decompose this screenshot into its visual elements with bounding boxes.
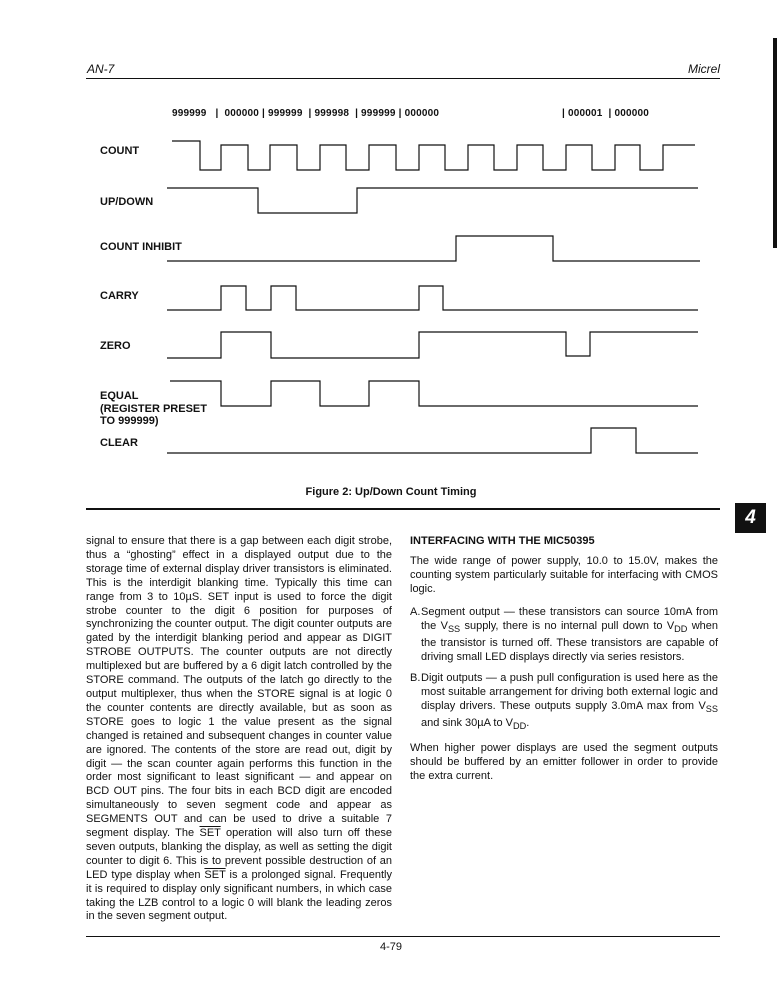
- signal-label-count: COUNT: [100, 145, 140, 157]
- list-key: B.: [410, 672, 421, 685]
- header-right: Micrel: [688, 62, 720, 76]
- waveform-clear: [167, 428, 698, 453]
- footer-rule: [86, 936, 720, 937]
- body-paragraph: [86, 535, 392, 924]
- signal-label-count-inhibit: COUNT INHIBIT: [100, 241, 182, 253]
- header-left: AN-7: [87, 62, 115, 76]
- list-text-part: and sink 30µA to V: [421, 717, 513, 730]
- paragraph-text: operation will also turn off these seven outputs, blanking the display, as well as setting the digit counter to digit 6. This is to prevent possible destruction of an LED type display when: [86, 827, 392, 881]
- section-heading: INTERFACING WITH THE MIC50395: [410, 535, 595, 547]
- subscript: DD: [512, 721, 527, 732]
- list-text-part: supply, there is no internal pull down to V: [460, 619, 675, 632]
- signal-label-equal-line: (REGISTER PRESET: [100, 402, 207, 415]
- count-value: 000001: [567, 108, 603, 119]
- count-value: 999998: [314, 108, 350, 119]
- waveform-count: [172, 141, 695, 170]
- count-values: 999999 | 000000 | 999999 | 999998 | 999999 | 000000: [172, 108, 440, 119]
- signal-label-clear: CLEAR: [100, 437, 138, 449]
- signal-label-updown: UP/DOWN: [100, 196, 154, 208]
- list-key: A.: [410, 605, 421, 618]
- closing-paragraph: When higher power displays are used the segment outputs should be buffered by an emitter follower in order to provide the extra current.: [410, 742, 718, 783]
- list-text-part: Segment output — these transistors can source 10mA from the V: [421, 605, 718, 632]
- count-value: 000000: [404, 108, 440, 119]
- list-text-part: when the transistor is turned off. These transistors are capable of driving small LED displays directly via series resistors.: [421, 619, 719, 663]
- list-text: [421, 672, 718, 734]
- waveform-carry: [167, 286, 698, 310]
- right-column: [410, 535, 718, 784]
- paragraph-text: signal to ensure that there is a gap between each digit strobe, thus a “ghosting” effect in a displayed output due to the storage time of external display driver transistors is eliminated. This is the interdigit blanking time. Typically this time can range from 3 to 10µS. SET input is used to force the digit strobe counter to the digit 6 position for purposes of synchronizing the counter output. The digit counter outputs are gated by the interdigit blanking period and appear as DIGIT STROBE OUTPUTS. The counter outputs are not directly multiplexed but are buffered by a 6 digit latch controlled by the STORE command. The outputs of the latch go directly to the output multiplexer, thus when the STORE signal is at logic 0 the counter contents are directly available, but as soon as STORE goes to logic 1 the value present as the signal changed is retained and subsequent changes in counter value are ignored. The contents of the store are read out, digit by digit — the scan counter again performs this function in the order most significant to least significant — and appear on BCD OUT pins. The four bits in each BCD digit are encoded simultaneously to seven segment code and appear as SEGMENTS OUT and can be used to drive a suitable 7 segment display. The: [86, 535, 392, 840]
- figure-rule: [86, 508, 720, 510]
- signal-label-carry: CARRY: [100, 290, 139, 302]
- list-text-part: Digit outputs — a push pull configuration is used here as the most suitable arrangement for driving both external logic and display drivers. These outputs supply 3.0mA max from V: [421, 672, 718, 713]
- set-overline: $\overline{SET}$: [204, 868, 226, 881]
- count-value: 999999: [172, 108, 207, 119]
- page-number: 4-79: [379, 941, 403, 953]
- subscript: SS: [447, 623, 461, 634]
- count-value: 999999: [268, 108, 303, 119]
- list-item-a: [410, 606, 718, 665]
- count-values-right: | 000001 | 000000: [562, 108, 650, 119]
- timing-diagram: [0, 0, 782, 480]
- intro-paragraph: The wide range of power supply, 10.0 to 15.0V, makes the counting system particularly suitable for interfacing with CMOS logic.: [410, 554, 718, 595]
- waveform-equal: [170, 381, 698, 406]
- waveform-updown: [167, 188, 698, 213]
- list-item-b: [410, 672, 718, 734]
- paragraph-text: is a prolonged signal. Frequently it is required to display only significant numbers, in which case taking the LZB control to a logic 0 will blank the leading zeros in the seven segment output.: [86, 868, 392, 923]
- count-value: 000000: [224, 108, 260, 119]
- figure-caption: Figure 2: Up/Down Count Timing: [305, 486, 477, 498]
- signal-label-equal-line: EQUAL: [100, 390, 139, 402]
- list-text: [421, 606, 718, 665]
- subscript: DD: [674, 623, 688, 634]
- section-tab: 4: [735, 503, 766, 533]
- count-value: 000000: [614, 108, 650, 119]
- waveform-zero: [167, 332, 698, 358]
- list-text-part: .: [526, 717, 530, 730]
- set-overline: $\overline{SET}$: [199, 827, 221, 840]
- count-value: 999999: [361, 108, 396, 119]
- subscript: SS: [705, 704, 718, 715]
- waveform-count-inhibit: [167, 236, 700, 261]
- left-column: [86, 535, 392, 924]
- signal-label-equal-line: TO 999999): [100, 415, 159, 427]
- signal-label-zero: ZERO: [100, 340, 131, 352]
